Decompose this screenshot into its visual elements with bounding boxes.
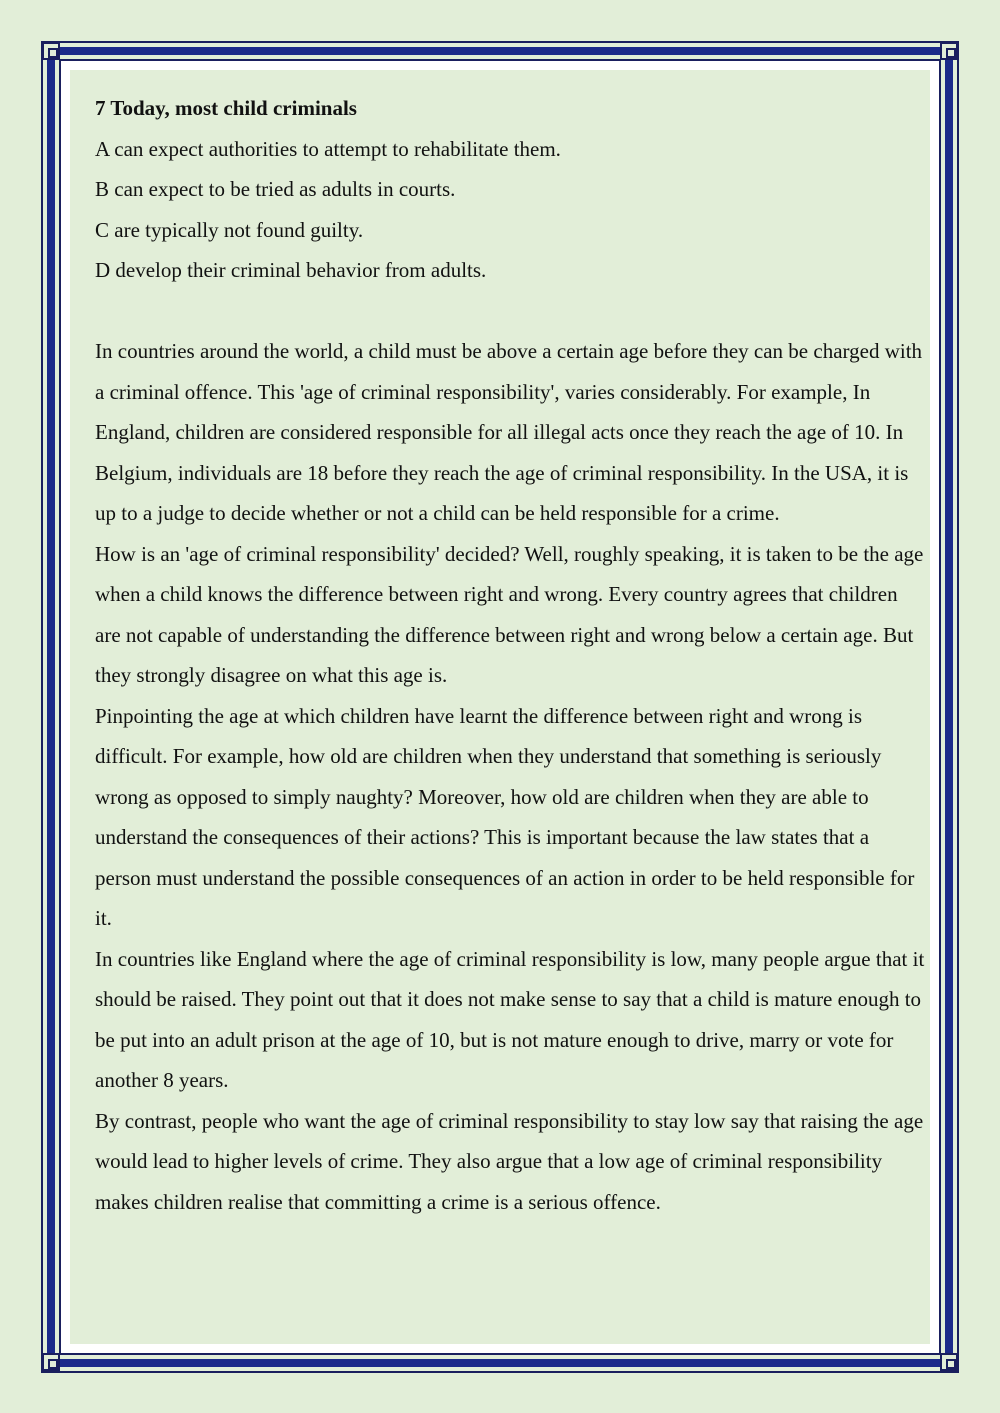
document-content [95, 88, 927, 1222]
option-b: B can expect to be tried as adults in courts. [95, 177, 456, 201]
spacer [95, 291, 927, 332]
corner-ornament-bottom-left [42, 1353, 60, 1371]
option-a: A can expect authorities to attempt to rehabilitate them. [95, 136, 561, 161]
option-d: D develop their criminal behavior from adults. [95, 258, 487, 282]
passage-paragraph-1: In countries around the world, a child must be above a certain age before they can be charged with a criminal offence. This 'age of criminal responsibility', varies considerably. For example, In England, children are considered responsible for all illegal acts once they reach the age of 10. In Belgium, individuals are 18 before they reach the age of criminal responsibility. In the USA, it is up to a judge to decide whether or not a child can be held responsible for a crime. [95, 339, 923, 525]
corner-ornament-bottom-right [940, 1353, 958, 1371]
passage-paragraph-2: How is an 'age of criminal responsibility' decided? Well, roughly speaking, it is taken to be the age when a child knows the difference between right and wrong. Every country agrees that children are not capable of understanding the difference between right and wrong below a certain age. But they strongly disagree on what this age is. [95, 541, 924, 687]
question-title: 7 Today, most child criminals [95, 96, 357, 120]
passage-paragraph-3: Pinpointing the age at which children have learnt the difference between right and wrong is difficult. For example, how old are children when they understand that something is seriously wrong as opposed to simply naughty? Moreover, how old are children when they are able to understand the consequences of their actions? This is important because the law states that a person must understand the possible consequences of an action in order to be held responsible for it. [95, 703, 915, 930]
passage-paragraph-4: In countries like England where the age of criminal responsibility is low, many people argue that it should be raised. They point out that it does not make sense to say that a child is mature enough to be put into an adult prison at the age of 10, but is not mature enough to drive, marry or vote for another 8 years. [95, 946, 925, 1092]
corner-ornament-top-left [42, 42, 60, 60]
corner-ornament-top-right [940, 42, 958, 60]
passage-paragraph-5: By contrast, people who want the age of criminal responsibility to stay low say that raising the age would lead to higher levels of crime. They also argue that a low age of criminal responsibility makes children realise that committing a crime is a serious offence. [95, 1108, 924, 1214]
option-c: C are typically not found guilty. [95, 217, 364, 242]
